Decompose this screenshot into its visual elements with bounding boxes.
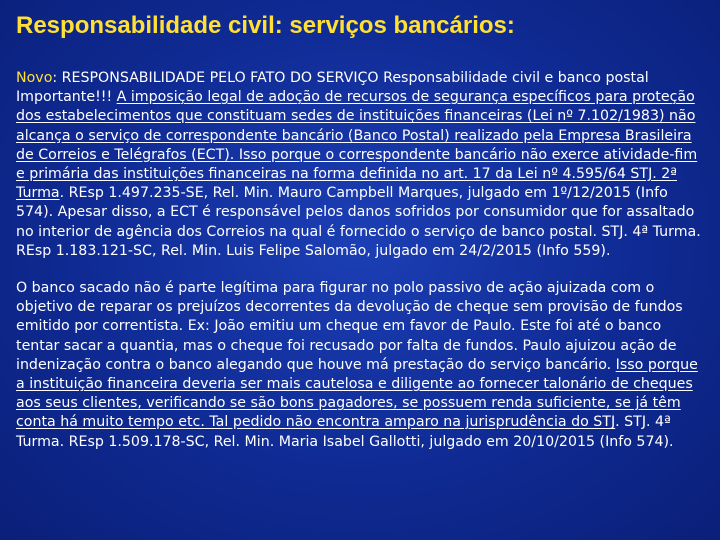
- paragraph-banco-postal: [16, 69, 708, 261]
- paragraph-banco-postal-rest: . REsp 1.497.235-SE, Rel. Min. Mauro Campbell Marques, julgado em 1º/12/2015 (Info 574). Apesar disso, a ECT é responsável pelos danos sofridos por consumidor que for assaltado no interior de agência dos Correios na qual é fornecido o serviço de banco postal. STJ. 4ª Turma. REsp 1.183.121-SC, Rel. Min. Luis Felipe Salomão, julgado em 24/2/2015 (Info 559).: [16, 185, 701, 259]
- paragraph-banco-sacado-rest: . STJ. 4ª Turma. REsp 1.509.178-SC, Rel. Min. Maria Isabel Gallotti, julgado em 20/10/2015 (Info 574).: [16, 414, 674, 450]
- paragraph-banco-sacado-underlined: Isso porque a instituição financeira deveria ser mais cautelosa e diligente ao fornecer talonário de cheques aos seus clientes, verificando se são bons pagadores, se possuem renda suficiente, se já têm conta há muito tempo etc. Tal pedido não encontra amparo na jurisprudência do STJ: [16, 356, 698, 431]
- paragraph-banco-postal-underlined: A imposição legal de adoção de recursos de segurança específicos para proteção dos estabelecimentos que constituam sedes de instituições financeiras (Lei nº 7.102/1983) não alcança o serviço de correspondente bancário (Banco Postal) realizado pela Empresa Brasileira de Correios e Telégrafos (ECT). Isso porque o correspondente bancário não exerce atividade-fim e primária das instituições financeiras na forma definida no art. 17 da Lei nº 4.595/64 STJ. 2ª Turma: [16, 89, 698, 202]
- paragraph-banco-postal-intro: : RESPONSABILIDADE PELO FATO DO SERVIÇO Responsabilidade civil e banco postal Importante!!!: [16, 70, 649, 106]
- paragraph-banco-sacado: [16, 279, 708, 452]
- paragraph-banco-sacado-text: O banco sacado não é parte legítima para figurar no polo passivo de ação ajuizada com o objetivo de reparar os prejuízos decorrentes da devolução de cheque sem provisão de fundos emitido por correntista. Ex: João emitiu um cheque em favor de Paulo. Este foi até o banco tentar sacar a quantia, mas o cheque foi recusado por falta de fundos. Paulo ajuizou ação de indenização contra o banco alegando que houve má prestação do serviço bancário.: [16, 280, 683, 373]
- novo-label: Novo: [16, 70, 53, 86]
- slide-title: Responsabilidade civil: serviços bancários:: [16, 12, 515, 39]
- slide-content: [16, 69, 708, 452]
